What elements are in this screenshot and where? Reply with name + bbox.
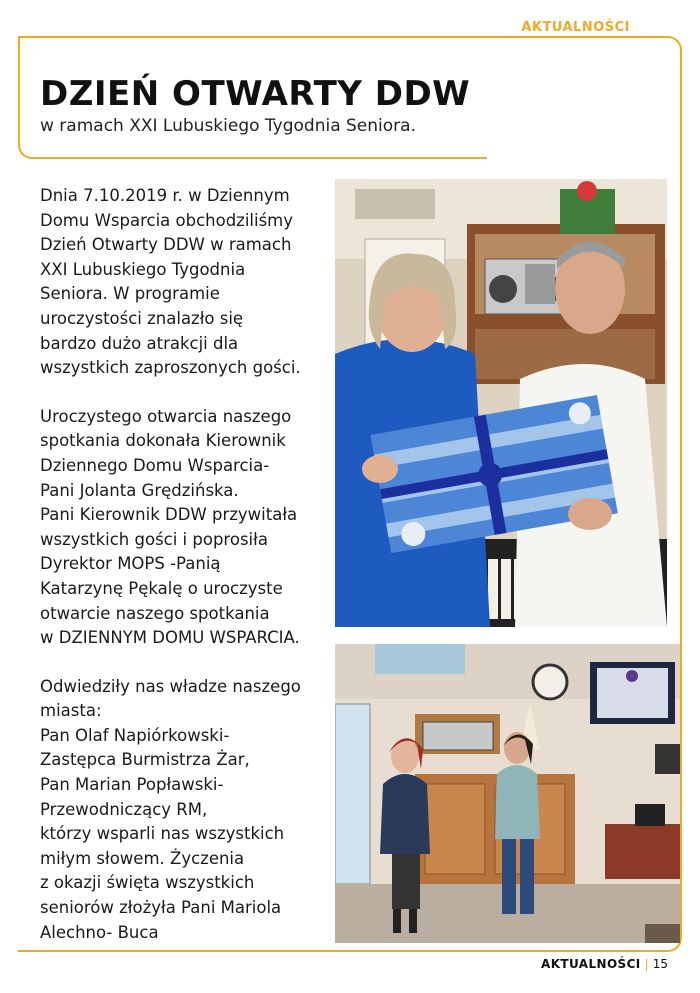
paragraph-2	[40, 405, 325, 651]
paragraph-3	[40, 675, 325, 946]
text-line: Alechno- Buca	[40, 922, 159, 942]
text-line: Seniora. W programie	[40, 284, 220, 304]
text-line: uroczystości znalazło się	[40, 308, 244, 328]
text-line: Zastępca Burmistrza Żar,	[40, 750, 250, 770]
text-line: Uroczystego otwarcia naszego	[40, 406, 292, 426]
text-line: XXI Lubuskiego Tygodnia	[40, 259, 246, 279]
article-subtitle: w ramach XXI Lubuskiego Tygodnia Seniora.	[40, 116, 416, 136]
text-line: miasta:	[40, 701, 102, 721]
text-line: Pan Olaf Napiórkowski-	[40, 725, 230, 745]
text-line: z okazji święta wszystkich	[40, 873, 255, 893]
text-line: Dziennego Domu Wsparcia-	[40, 455, 270, 475]
section-label-bottom: AKTUALNOŚCI	[541, 957, 641, 971]
article-title: DZIEŃ OTWARTY DDW	[40, 74, 471, 114]
photo-gift-presentation	[335, 179, 667, 627]
text-line: wszystkich gości i poprosiła	[40, 529, 268, 549]
text-line: spotkania dokonała Kierownik	[40, 431, 286, 451]
article-body	[40, 184, 325, 969]
page-footer	[541, 957, 668, 971]
photo-room-visit	[335, 644, 680, 943]
paragraph-1	[40, 184, 325, 381]
text-line: w DZIENNYM DOMU WSPARCIA.	[40, 628, 300, 648]
text-line: miłym słowem. Życzenia	[40, 848, 245, 868]
text-line: Katarzynę Pękalę o uroczyste	[40, 578, 283, 598]
text-line: Pani Jolanta Grędzińska.	[40, 480, 239, 500]
text-line: wszystkich zaproszonych gości.	[40, 358, 301, 378]
text-line: Pan Marian Popławski-	[40, 775, 224, 795]
text-line: Odwiedziły nas władze naszego	[40, 676, 301, 696]
section-label-top: AKTUALNOŚCI	[517, 20, 634, 35]
text-line: Domu Wsparcia obchodziliśmy	[40, 210, 294, 230]
page-number: 15	[652, 957, 668, 971]
text-line: seniorów złożyła Pani Mariola	[40, 898, 282, 918]
text-line: Dyrektor MOPS -Panią	[40, 554, 221, 574]
text-line: bardzo dużo atrakcji dla	[40, 333, 239, 353]
text-line: Dzień Otwarty DDW w ramach	[40, 235, 292, 255]
text-line: którzy wsparli nas wszystkich	[40, 824, 285, 844]
text-line: Dnia 7.10.2019 r. w Dziennym	[40, 186, 290, 205]
text-line: Pani Kierownik DDW przywitała	[40, 505, 298, 525]
footer-separator: |	[644, 957, 649, 971]
text-line: otwarcie naszego spotkania	[40, 603, 270, 623]
text-line: Przewodniczący RM,	[40, 799, 208, 819]
